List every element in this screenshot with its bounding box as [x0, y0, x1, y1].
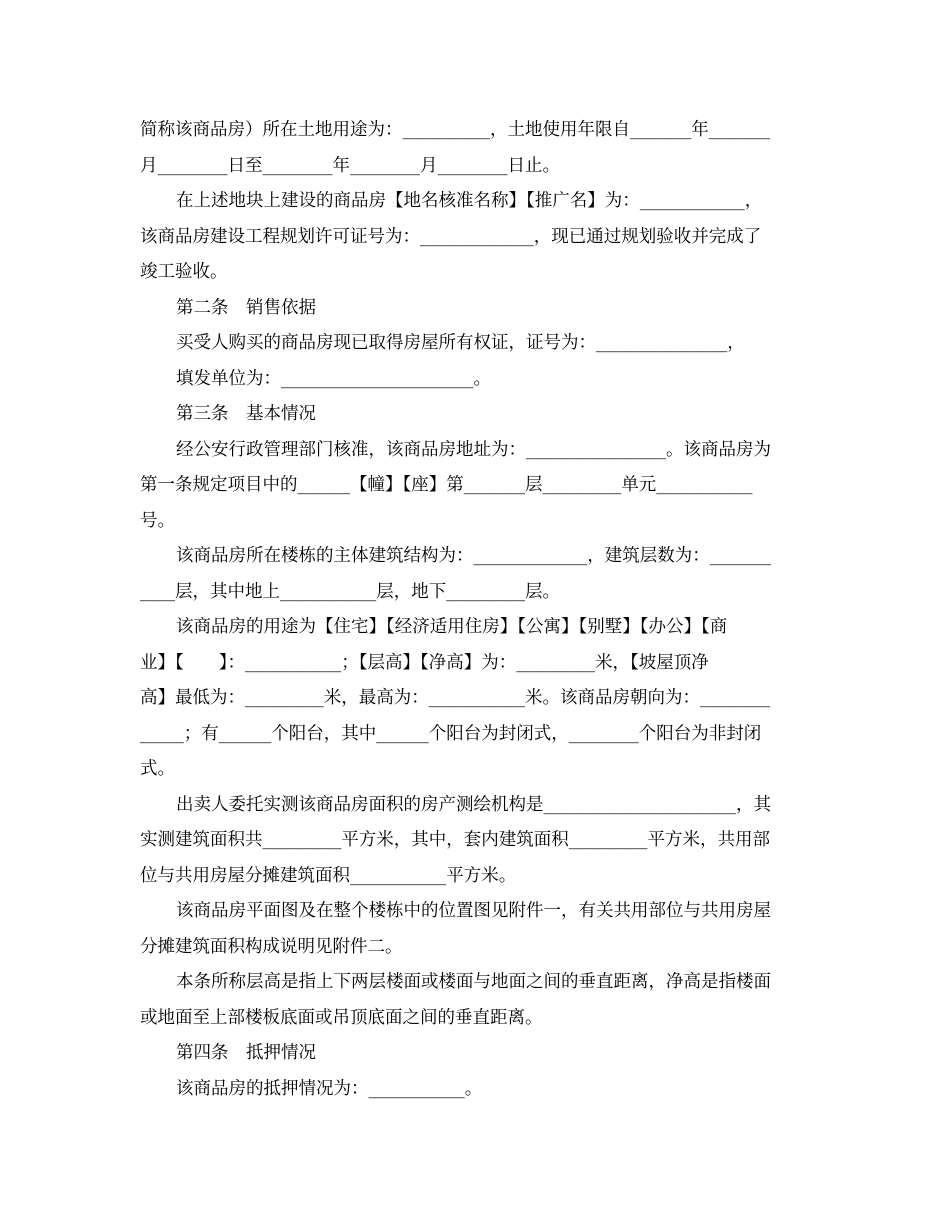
paragraph-line: _____；有______个阳台，其中______个阳台为封闭式，________个阳台为非封闭: [140, 723, 762, 744]
paragraph-line: 式。: [140, 759, 175, 779]
paragraph-line: 第一条规定项目中的______【幢】【座】第_______层_________单元___________: [140, 475, 753, 495]
paragraph-line: 该商品房的抵押情况为：___________。: [176, 1078, 483, 1099]
paragraph-line: 分摊建筑面积构成说明见附件二。: [140, 936, 403, 957]
paragraph-line: 填发单位为：______________________。: [176, 368, 491, 389]
paragraph-line: 高】最低为：_________米，最高为：___________米。该商品房朝向为：________: [140, 688, 770, 708]
paragraph-line: 该商品房建设工程规划许可证号为：_____________，现已通过规划验收并完成了: [140, 226, 762, 247]
paragraph-line: ____层，其中地上___________层，地下_________层。: [140, 581, 560, 602]
article-heading: 第三条 基本情况: [176, 404, 316, 424]
article-heading: 第二条 销售依据: [176, 297, 316, 318]
paragraph-line: 简称该商品房）所在土地用途为：__________，土地使用年限自_______年_______: [140, 120, 770, 140]
paragraph-line: 在上述地块上建设的商品房【地名核准名称】【推广名】为：____________，: [176, 191, 763, 211]
paragraph-line: 该商品房平面图及在整个楼栋中的位置图见附件一，有关共用部位与共用房屋: [176, 901, 771, 921]
paragraph-line: 竣工验收。: [140, 262, 228, 282]
paragraph-line: 出卖人委托实测该商品房面积的房产测绘机构是______________________，其: [176, 794, 771, 815]
paragraph-line: 实测建筑面积共_________平方米，其中，套内建筑面积_________平方米，共用部: [140, 830, 770, 850]
paragraph-line: 或地面至上部楼板底面或吊顶底面之间的垂直距离。: [140, 1007, 543, 1028]
document-page: [140, 113, 812, 1107]
paragraph-line: 号。: [140, 510, 175, 531]
paragraph-line: 位与共用房屋分摊建筑面积___________平方米。: [140, 865, 517, 886]
paragraph-line: 本条所称层高是指上下两层楼面或楼面与地面之间的垂直距离，净高是指楼面: [176, 972, 771, 992]
article-heading: 第四条 抵押情况: [176, 1043, 316, 1063]
paragraph-line: 业】【 】：___________；【层高】【净高】为：_________米，【坡屋顶净: [140, 652, 709, 673]
paragraph-line: 经公安行政管理部门核准，该商品房地址为：________________。该商品房为: [176, 439, 771, 460]
paragraph-line: 该商品房所在楼栋的主体建筑结构为：_____________，建筑层数为：_______: [176, 546, 771, 566]
paragraph-line: 月________日至________年________月________日止。: [140, 155, 560, 176]
paragraph-line: 该商品房的用途为【住宅】【经济适用住房】【公寓】【别墅】【办公】【商: [176, 617, 728, 637]
paragraph-line: 买受人购买的商品房现已取得房屋所有权证，证号为：_______________，: [176, 333, 745, 353]
